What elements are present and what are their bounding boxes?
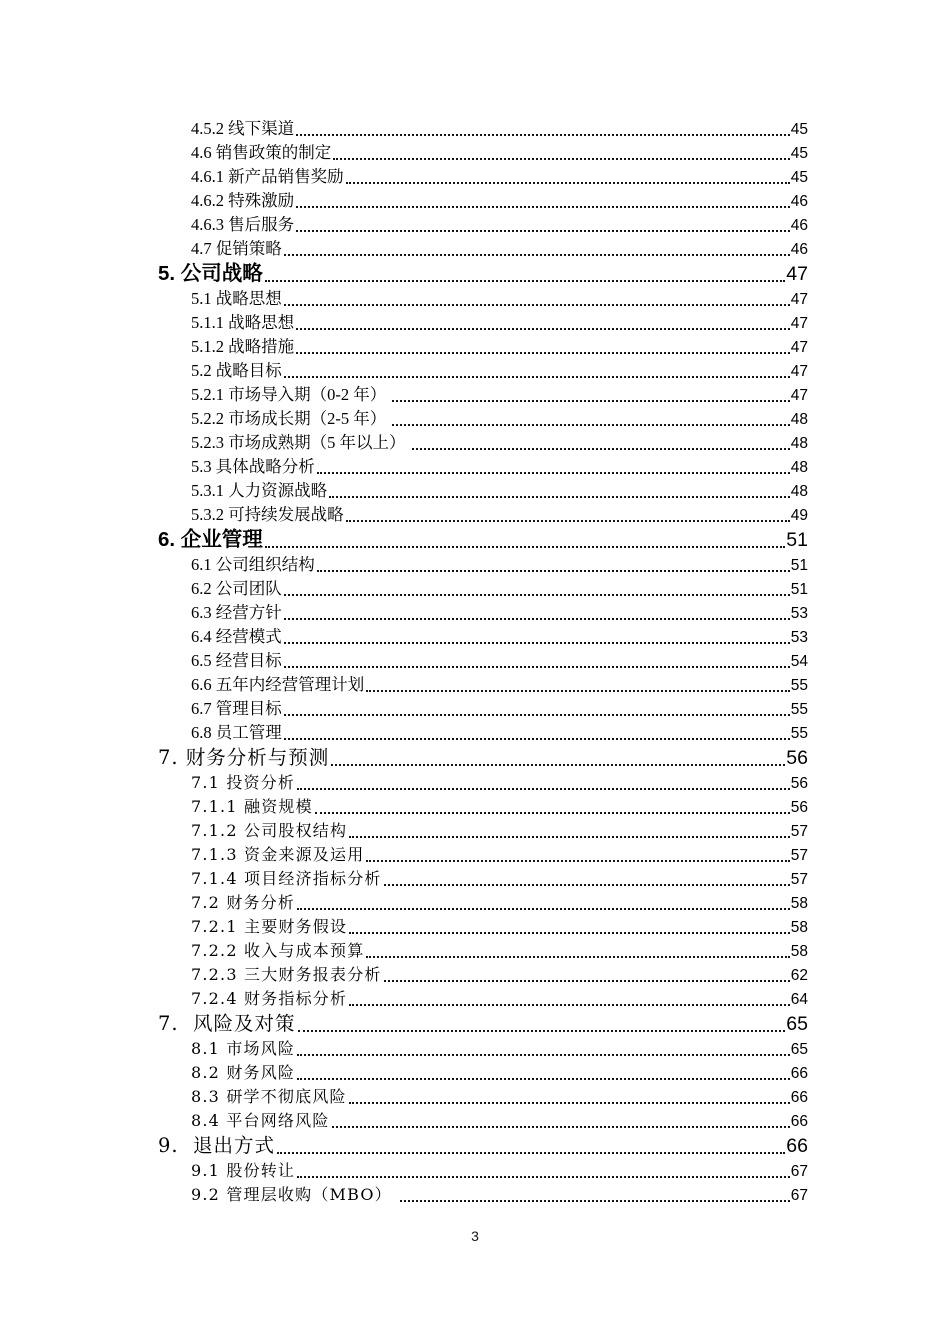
dot-leader bbox=[366, 956, 789, 958]
toc-entry-page: 66 bbox=[790, 1065, 808, 1082]
toc-entry-label: 8.4 平台网络风险 bbox=[191, 1111, 330, 1130]
toc-entry-label: 4.7 促销策略 bbox=[191, 239, 282, 258]
toc-entry-page: 67 bbox=[790, 1163, 808, 1180]
toc-entry bbox=[158, 649, 808, 673]
toc-entry bbox=[158, 503, 808, 527]
toc-entry-page: 55 bbox=[790, 701, 808, 718]
toc-entry bbox=[158, 697, 808, 721]
toc-entry-label: 7.1.4 项目经济指标分析 bbox=[191, 869, 382, 888]
toc-entry-label: 7.1.2 公司股权结构 bbox=[191, 821, 348, 840]
toc-entry-page: 66 bbox=[790, 1113, 808, 1130]
toc-entry bbox=[158, 987, 808, 1011]
toc-entry-label: 4.6.3 售后服务 bbox=[191, 215, 295, 234]
toc-entry bbox=[158, 771, 808, 795]
toc-entry bbox=[158, 189, 808, 213]
toc-entry bbox=[158, 407, 808, 431]
toc-entry-label: 5.1.2 战略措施 bbox=[191, 337, 295, 356]
toc-entry-page: 53 bbox=[790, 629, 808, 646]
toc-entry bbox=[158, 601, 808, 625]
toc-entry-label: 7.2.2 收入与成本预算 bbox=[191, 941, 365, 960]
dot-leader bbox=[297, 1078, 790, 1080]
toc-entry-label: 5.3.2 可持续发展战略 bbox=[191, 505, 344, 524]
toc-entry-label: 7.1.3 资金来源及运用 bbox=[191, 845, 365, 864]
toc-entry-label: 6. 企业管理 bbox=[158, 528, 263, 551]
dot-leader bbox=[284, 642, 790, 644]
dot-leader bbox=[298, 1030, 786, 1032]
dot-leader bbox=[296, 206, 790, 208]
toc-entry bbox=[158, 141, 808, 165]
toc-entry-page: 47 bbox=[790, 387, 808, 404]
toc-entry-label: 7.2 财务分析 bbox=[191, 893, 296, 912]
toc-entry bbox=[158, 1109, 808, 1133]
toc-entry-label: 4.6.1 新产品销售奖励 bbox=[191, 167, 344, 186]
dot-leader bbox=[392, 424, 789, 426]
toc-entry-page: 57 bbox=[790, 823, 808, 840]
toc-entry bbox=[158, 553, 808, 577]
toc-entry-label: 6.2 公司团队 bbox=[191, 579, 282, 598]
toc-entry-label: 4.6.2 特殊激励 bbox=[191, 191, 295, 210]
toc-entry-label: 7. 风险及对策 bbox=[158, 1012, 296, 1035]
toc-entry-label: 6.3 经营方针 bbox=[191, 603, 282, 622]
toc-entry-label: 7.2.4 财务指标分析 bbox=[191, 989, 348, 1008]
toc-entry-label: 9. 退出方式 bbox=[158, 1134, 276, 1157]
toc-entry bbox=[158, 795, 808, 819]
toc-entry-label: 8.1 市场风险 bbox=[191, 1039, 296, 1058]
dot-leader bbox=[284, 738, 790, 740]
toc-entry-page: 51 bbox=[786, 529, 808, 551]
toc-entry bbox=[158, 383, 808, 407]
dot-leader bbox=[284, 376, 790, 378]
toc-entry bbox=[158, 1061, 808, 1085]
toc-entry-page: 49 bbox=[790, 507, 808, 524]
toc-entry bbox=[158, 237, 808, 261]
toc-entry-label: 7. 财务分析与预测 bbox=[158, 746, 330, 769]
dot-leader bbox=[296, 134, 790, 136]
toc-entry-page: 55 bbox=[790, 677, 808, 694]
toc-entry bbox=[158, 165, 808, 189]
dot-leader bbox=[296, 328, 790, 330]
toc-entry-label: 8.2 财务风险 bbox=[191, 1063, 296, 1082]
toc-entry-label: 5.3 具体战略分析 bbox=[191, 457, 315, 476]
toc-entry-label: 4.6 销售政策的制定 bbox=[191, 143, 332, 162]
dot-leader bbox=[297, 788, 790, 790]
toc-entry-page: 51 bbox=[790, 581, 808, 598]
dot-leader bbox=[349, 932, 790, 934]
toc-entry bbox=[158, 745, 808, 771]
toc-entry bbox=[158, 431, 808, 455]
dot-leader bbox=[349, 836, 790, 838]
toc-entry-page: 65 bbox=[790, 1041, 808, 1058]
dot-leader bbox=[349, 1004, 790, 1006]
toc-entry bbox=[158, 455, 808, 479]
toc-entry-page: 65 bbox=[786, 1013, 808, 1035]
toc-entry-label: 7.2.3 三大财务报表分析 bbox=[191, 965, 382, 984]
toc-entry bbox=[158, 673, 808, 697]
toc-entry-label: 5.2 战略目标 bbox=[191, 361, 282, 380]
toc-entry bbox=[158, 721, 808, 745]
toc-entry-page: 58 bbox=[790, 895, 808, 912]
toc-entry-page: 58 bbox=[790, 943, 808, 960]
toc-entry-page: 51 bbox=[790, 557, 808, 574]
toc-entry-page: 47 bbox=[790, 291, 808, 308]
dot-leader bbox=[265, 546, 786, 548]
toc-entry-page: 56 bbox=[786, 747, 808, 769]
dot-leader bbox=[297, 908, 790, 910]
dot-leader bbox=[296, 352, 790, 354]
toc-entry bbox=[158, 117, 808, 141]
dot-leader bbox=[366, 860, 789, 862]
dot-leader bbox=[284, 304, 790, 306]
dot-leader bbox=[315, 812, 790, 814]
toc-entry bbox=[158, 359, 808, 383]
toc-entry-page: 46 bbox=[790, 217, 808, 234]
dot-leader bbox=[400, 1200, 790, 1202]
toc-entry-page: 48 bbox=[790, 459, 808, 476]
toc-entry-page: 66 bbox=[790, 1089, 808, 1106]
toc-entry-page: 48 bbox=[790, 411, 808, 428]
toc-entry-page: 46 bbox=[790, 193, 808, 210]
toc-entry bbox=[158, 1085, 808, 1109]
dot-leader bbox=[346, 520, 790, 522]
toc-entry-page: 45 bbox=[790, 145, 808, 162]
toc-entry-label: 5.1.1 战略思想 bbox=[191, 313, 295, 332]
toc-entry bbox=[158, 1159, 808, 1183]
toc-entry-page: 58 bbox=[790, 919, 808, 936]
dot-leader bbox=[412, 448, 790, 450]
toc-entry-page: 56 bbox=[790, 775, 808, 792]
dot-leader bbox=[277, 1152, 785, 1154]
toc-entry bbox=[158, 1183, 808, 1207]
dot-leader bbox=[284, 594, 790, 596]
toc-entry-label: 4.5.2 线下渠道 bbox=[191, 119, 295, 138]
toc-entry bbox=[158, 527, 808, 553]
toc-entry-label: 7.2.1 主要财务假设 bbox=[191, 917, 348, 936]
toc-entry-label: 6.1 公司组织结构 bbox=[191, 555, 315, 574]
toc-entry bbox=[158, 479, 808, 503]
toc-entry-page: 67 bbox=[790, 1187, 808, 1204]
toc-entry-label: 9.2 管理层收购（MBO） bbox=[191, 1185, 399, 1204]
dot-leader bbox=[284, 254, 790, 256]
toc-entry-page: 48 bbox=[790, 483, 808, 500]
dot-leader bbox=[392, 400, 789, 402]
toc-entry bbox=[158, 939, 808, 963]
toc-entry bbox=[158, 625, 808, 649]
toc-entry-page: 47 bbox=[790, 315, 808, 332]
toc-entry-label: 7.1.1 融资规模 bbox=[191, 797, 313, 816]
dot-leader bbox=[317, 472, 790, 474]
toc-entry-page: 48 bbox=[790, 435, 808, 452]
toc-entry-page: 47 bbox=[790, 339, 808, 356]
toc-entry-page: 47 bbox=[790, 363, 808, 380]
toc-entry bbox=[158, 915, 808, 939]
dot-leader bbox=[332, 1126, 790, 1128]
toc-entry bbox=[158, 819, 808, 843]
dot-leader bbox=[329, 496, 790, 498]
toc-entry-label: 6.5 经营目标 bbox=[191, 651, 282, 670]
toc-entry bbox=[158, 311, 808, 335]
page-number-footer: 3 bbox=[471, 1228, 479, 1244]
toc-entry bbox=[158, 867, 808, 891]
toc-entry-label: 5.2.2 市场成长期（2-5 年） bbox=[191, 409, 391, 428]
toc-entry-label: 5.3.1 人力资源战略 bbox=[191, 481, 328, 500]
dot-leader bbox=[296, 230, 790, 232]
toc-entry bbox=[158, 891, 808, 915]
toc-entry-label: 5.2.3 市场成熟期（5 年以上） bbox=[191, 433, 410, 452]
dot-leader bbox=[331, 764, 785, 766]
toc-entry-page: 55 bbox=[790, 725, 808, 742]
toc-entry bbox=[158, 577, 808, 601]
dot-leader bbox=[366, 690, 790, 692]
toc-entry-label: 5.1 战略思想 bbox=[191, 289, 282, 308]
toc-entry bbox=[158, 963, 808, 987]
dot-leader bbox=[317, 570, 790, 572]
toc bbox=[158, 117, 808, 1207]
dot-leader bbox=[384, 884, 790, 886]
toc-entry-label: 6.6 五年内经营管理计划 bbox=[191, 675, 365, 694]
toc-entry bbox=[158, 335, 808, 359]
dot-leader bbox=[297, 1176, 790, 1178]
toc-entry-page: 57 bbox=[790, 871, 808, 888]
dot-leader bbox=[265, 280, 786, 282]
dot-leader bbox=[346, 182, 790, 184]
toc-entry bbox=[158, 213, 808, 237]
toc-entry-label: 5. 公司战略 bbox=[158, 262, 263, 285]
toc-entry-page: 66 bbox=[786, 1135, 808, 1157]
toc-entry-label: 9.1 股份转让 bbox=[191, 1161, 296, 1180]
toc-entry-page: 47 bbox=[786, 263, 808, 285]
toc-entry bbox=[158, 1037, 808, 1061]
dot-leader bbox=[384, 980, 790, 982]
toc-entry bbox=[158, 1133, 808, 1159]
toc-entry-page: 56 bbox=[790, 799, 808, 816]
toc-entry-label: 5.2.1 市场导入期（0-2 年） bbox=[191, 385, 391, 404]
toc-entry bbox=[158, 1011, 808, 1037]
toc-entry-page: 57 bbox=[790, 847, 808, 864]
toc-entry-page: 62 bbox=[790, 967, 808, 984]
toc-entry-label: 7.1 投资分析 bbox=[191, 773, 296, 792]
toc-entry bbox=[158, 287, 808, 311]
dot-leader bbox=[284, 666, 790, 668]
dot-leader bbox=[284, 618, 790, 620]
toc-entry-label: 8.3 研学不彻底风险 bbox=[191, 1087, 347, 1106]
toc-entry-label: 6.4 经营模式 bbox=[191, 627, 282, 646]
dot-leader bbox=[284, 714, 790, 716]
toc-entry-label: 6.8 员工管理 bbox=[191, 723, 282, 742]
toc-entry-page: 64 bbox=[790, 991, 808, 1008]
dot-leader bbox=[297, 1054, 790, 1056]
toc-entry-page: 45 bbox=[790, 121, 808, 138]
toc-entry-page: 46 bbox=[790, 241, 808, 258]
toc-entry-page: 53 bbox=[790, 605, 808, 622]
toc-entry-page: 45 bbox=[790, 169, 808, 186]
dot-leader bbox=[333, 158, 790, 160]
toc-entry bbox=[158, 261, 808, 287]
toc-entry-label: 6.7 管理目标 bbox=[191, 699, 282, 718]
toc-entry bbox=[158, 843, 808, 867]
dot-leader bbox=[349, 1102, 790, 1104]
toc-entry-page: 54 bbox=[790, 653, 808, 670]
